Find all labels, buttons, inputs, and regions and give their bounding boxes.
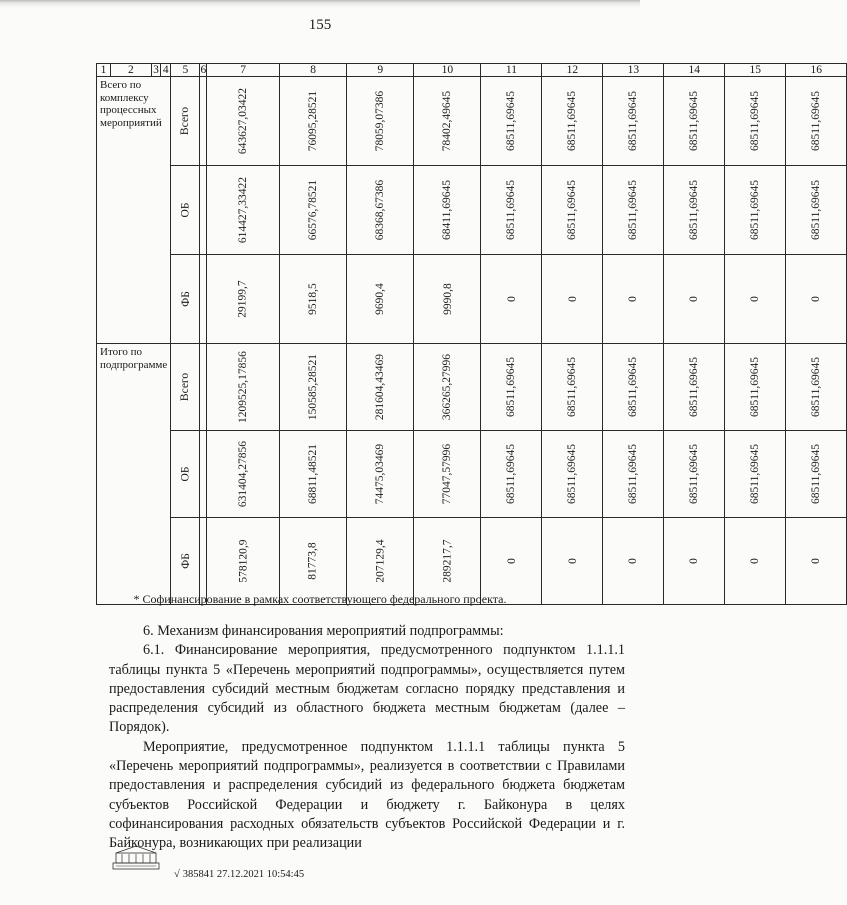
value-cell [603,344,664,431]
value-text: 81773,8 [307,542,320,580]
paragraph-event: Мероприятие, предусмотренное подпунктом 1.1.1.1 таблицы пункта 5 «Перечень мероприятий подпрограммы», реализуется в соответствии с Правилами предоставления и распределения субсидий из федерального бюджета бюджетам субъектов Российской Федерации и бюджету г. Байконура в целях софинансирования расходных обязательств субъектов Российской Федерации и г. Байконура, возникающих при реализации [109,738,625,852]
value-text: 68511,69645 [505,91,518,151]
header-cell: 1 [97,64,111,77]
value-text: 74475,03469 [374,443,387,505]
value-text: 150585,28521 [307,353,320,421]
value-text: 9990,8 [441,283,454,315]
header-row [97,64,847,77]
header-cell: 2 [111,64,152,77]
value-text: 9518,5 [307,283,320,315]
header-cell: 11 [481,64,542,77]
value-text: 68511,69645 [749,180,762,240]
empty-cell [200,344,207,431]
value-cell [664,431,725,518]
registration-stamp [174,869,304,880]
header-cell: 7 [207,64,280,77]
value-cell [603,255,664,344]
value-cell [481,255,542,344]
value-cell [725,77,786,166]
value-cell [664,344,725,431]
header-cell: 3 [153,64,159,76]
value-text: 68511,69645 [810,357,823,417]
value-text: 578120,9 [237,539,250,583]
value-text: 68511,69645 [749,444,762,504]
value-text: 631404,27856 [237,440,250,508]
table-row [97,431,847,518]
value-cell [207,77,280,166]
funding-source-cell [171,77,200,166]
value-cell [347,77,414,166]
scan-edge [0,0,640,8]
value-text: 614427,33422 [237,176,250,244]
funding-source-label: ФБ [179,553,192,569]
value-text: 68511,69645 [749,357,762,417]
value-cell [664,518,725,605]
body-text [109,622,625,854]
value-text: 76095,28521 [307,90,320,152]
value-cell [481,344,542,431]
value-text: 0 [810,558,823,564]
value-cell [725,518,786,605]
value-text: 68411,69645 [441,180,454,240]
value-text: 68811,48521 [307,444,320,504]
value-text: 0 [505,558,518,564]
value-text: 68511,69645 [688,91,701,151]
value-cell [347,344,414,431]
funding-source-label: Всего [179,372,192,402]
value-text: 68511,69645 [566,180,579,240]
value-text: 207129,4 [374,539,387,583]
value-text: 78059,07386 [374,90,387,152]
emblem-seal-icon [112,844,160,870]
table-row [97,166,847,255]
value-text: 9690,4 [374,283,387,315]
funding-source-label: Всего [179,106,192,136]
header-cell: 8 [280,64,347,77]
value-cell [603,77,664,166]
funding-source-label: ФБ [179,291,192,307]
value-cell [725,255,786,344]
value-text: 68511,69645 [688,180,701,240]
header-cell: 4 [161,64,171,77]
value-cell [603,431,664,518]
empty-cell [200,166,207,255]
value-cell [481,166,542,255]
funding-source-cell [171,166,200,255]
value-text: 0 [810,296,823,302]
value-text: 77047,57996 [441,443,454,505]
value-text: 281604,43469 [374,353,387,421]
value-text: 0 [505,296,518,302]
funding-source-label: ОБ [179,202,192,218]
value-text: 66576,78521 [307,179,320,241]
value-cell [280,255,347,344]
value-cell [664,77,725,166]
value-cell [414,255,481,344]
registration-text: 385841 27.12.2021 10:54:45 [182,869,305,880]
funding-source-cell [171,431,200,518]
value-text: 0 [566,296,579,302]
value-text: 0 [749,296,762,302]
value-text: 68511,69645 [810,444,823,504]
value-cell [207,166,280,255]
funding-source-cell [171,255,200,344]
empty-cell [200,77,207,166]
value-text: 78402,49645 [441,90,454,152]
funding-source-label: ОБ [179,466,192,482]
footnote: * Софинансирование в рамках соответствующего федерального проекта. [133,592,507,606]
value-text: 0 [688,558,701,564]
value-cell [664,166,725,255]
value-cell [786,344,847,431]
value-cell [542,344,603,431]
header-cell: 14 [664,64,725,77]
value-text: 29199,7 [237,280,250,318]
value-cell [280,166,347,255]
value-cell [725,166,786,255]
value-text: 68511,69645 [810,91,823,151]
value-cell [280,77,347,166]
header-cell: 12 [542,64,603,77]
value-cell [542,166,603,255]
value-cell [347,431,414,518]
value-cell [207,255,280,344]
value-cell [481,431,542,518]
value-cell [786,166,847,255]
value-cell [347,166,414,255]
header-cell: 15 [725,64,786,77]
value-cell [414,344,481,431]
value-text: 68511,69645 [566,357,579,417]
value-cell [414,431,481,518]
value-text: 68368,67386 [374,179,387,241]
value-text: 68511,69645 [688,444,701,504]
value-cell [725,344,786,431]
value-cell [542,77,603,166]
value-text: 68511,69645 [627,444,640,504]
page-number: 155 [308,17,332,33]
value-text: 68511,69645 [566,444,579,504]
financing-table [96,63,847,605]
group-label: Итого по подпрограмме [97,344,171,605]
table-row [97,77,847,166]
header-cell: 9 [347,64,414,77]
value-cell [481,77,542,166]
funding-source-cell [171,344,200,431]
value-cell [542,431,603,518]
value-cell [786,255,847,344]
value-cell [725,431,786,518]
header-cell: 13 [603,64,664,77]
value-cell [280,344,347,431]
value-cell [280,431,347,518]
check-mark-icon: √ [174,869,180,880]
empty-cell [200,431,207,518]
value-text: 68511,69645 [688,357,701,417]
value-cell [786,431,847,518]
value-text: 68511,69645 [627,180,640,240]
table-row [97,344,847,431]
value-cell [786,77,847,166]
value-text: 68511,69645 [505,357,518,417]
table-row [97,255,847,344]
value-text: 0 [627,296,640,302]
value-cell [207,431,280,518]
value-cell [603,166,664,255]
header-cell: 10 [414,64,481,77]
value-cell [664,255,725,344]
value-text: 289217,7 [441,539,454,583]
value-text: 68511,69645 [749,91,762,151]
value-cell [542,255,603,344]
value-text: 68511,69645 [810,180,823,240]
header-cell: 16 [786,64,847,77]
value-cell [207,344,280,431]
value-text: 68511,69645 [627,357,640,417]
value-text: 1209525,17856 [237,351,250,423]
section-heading: 6. Механизм финансирования мероприятий подпрограммы: [143,623,504,639]
value-text: 68511,69645 [505,444,518,504]
group-label: Всего по комплексу процессных мероприятий [97,77,171,344]
header-cell: 6 [200,64,207,76]
value-text: 0 [688,296,701,302]
value-cell [786,518,847,605]
value-text: 68511,69645 [505,180,518,240]
value-text: 0 [749,558,762,564]
value-cell [347,255,414,344]
value-text: 0 [566,558,579,564]
value-text: 643627,03422 [237,87,250,155]
value-text: 366265,27996 [441,353,454,421]
empty-cell [200,255,207,344]
header-cell: 5 [171,64,200,77]
value-text: 68511,69645 [566,91,579,151]
value-cell [414,166,481,255]
value-text: 68511,69645 [627,91,640,151]
value-cell [414,77,481,166]
value-text: 0 [627,558,640,564]
paragraph-6-1: 6.1. Финансирование мероприятия, предусмотренного подпунктом 1.1.1.1 таблицы пункта 5 «Перечень мероприятий подпрограммы», осуществляется путем предоставления субсидий местным бюджетам согласно порядку представления и распределения субсидий из областного бюджета местным бюджетам (далее – Порядок). [109,642,625,736]
